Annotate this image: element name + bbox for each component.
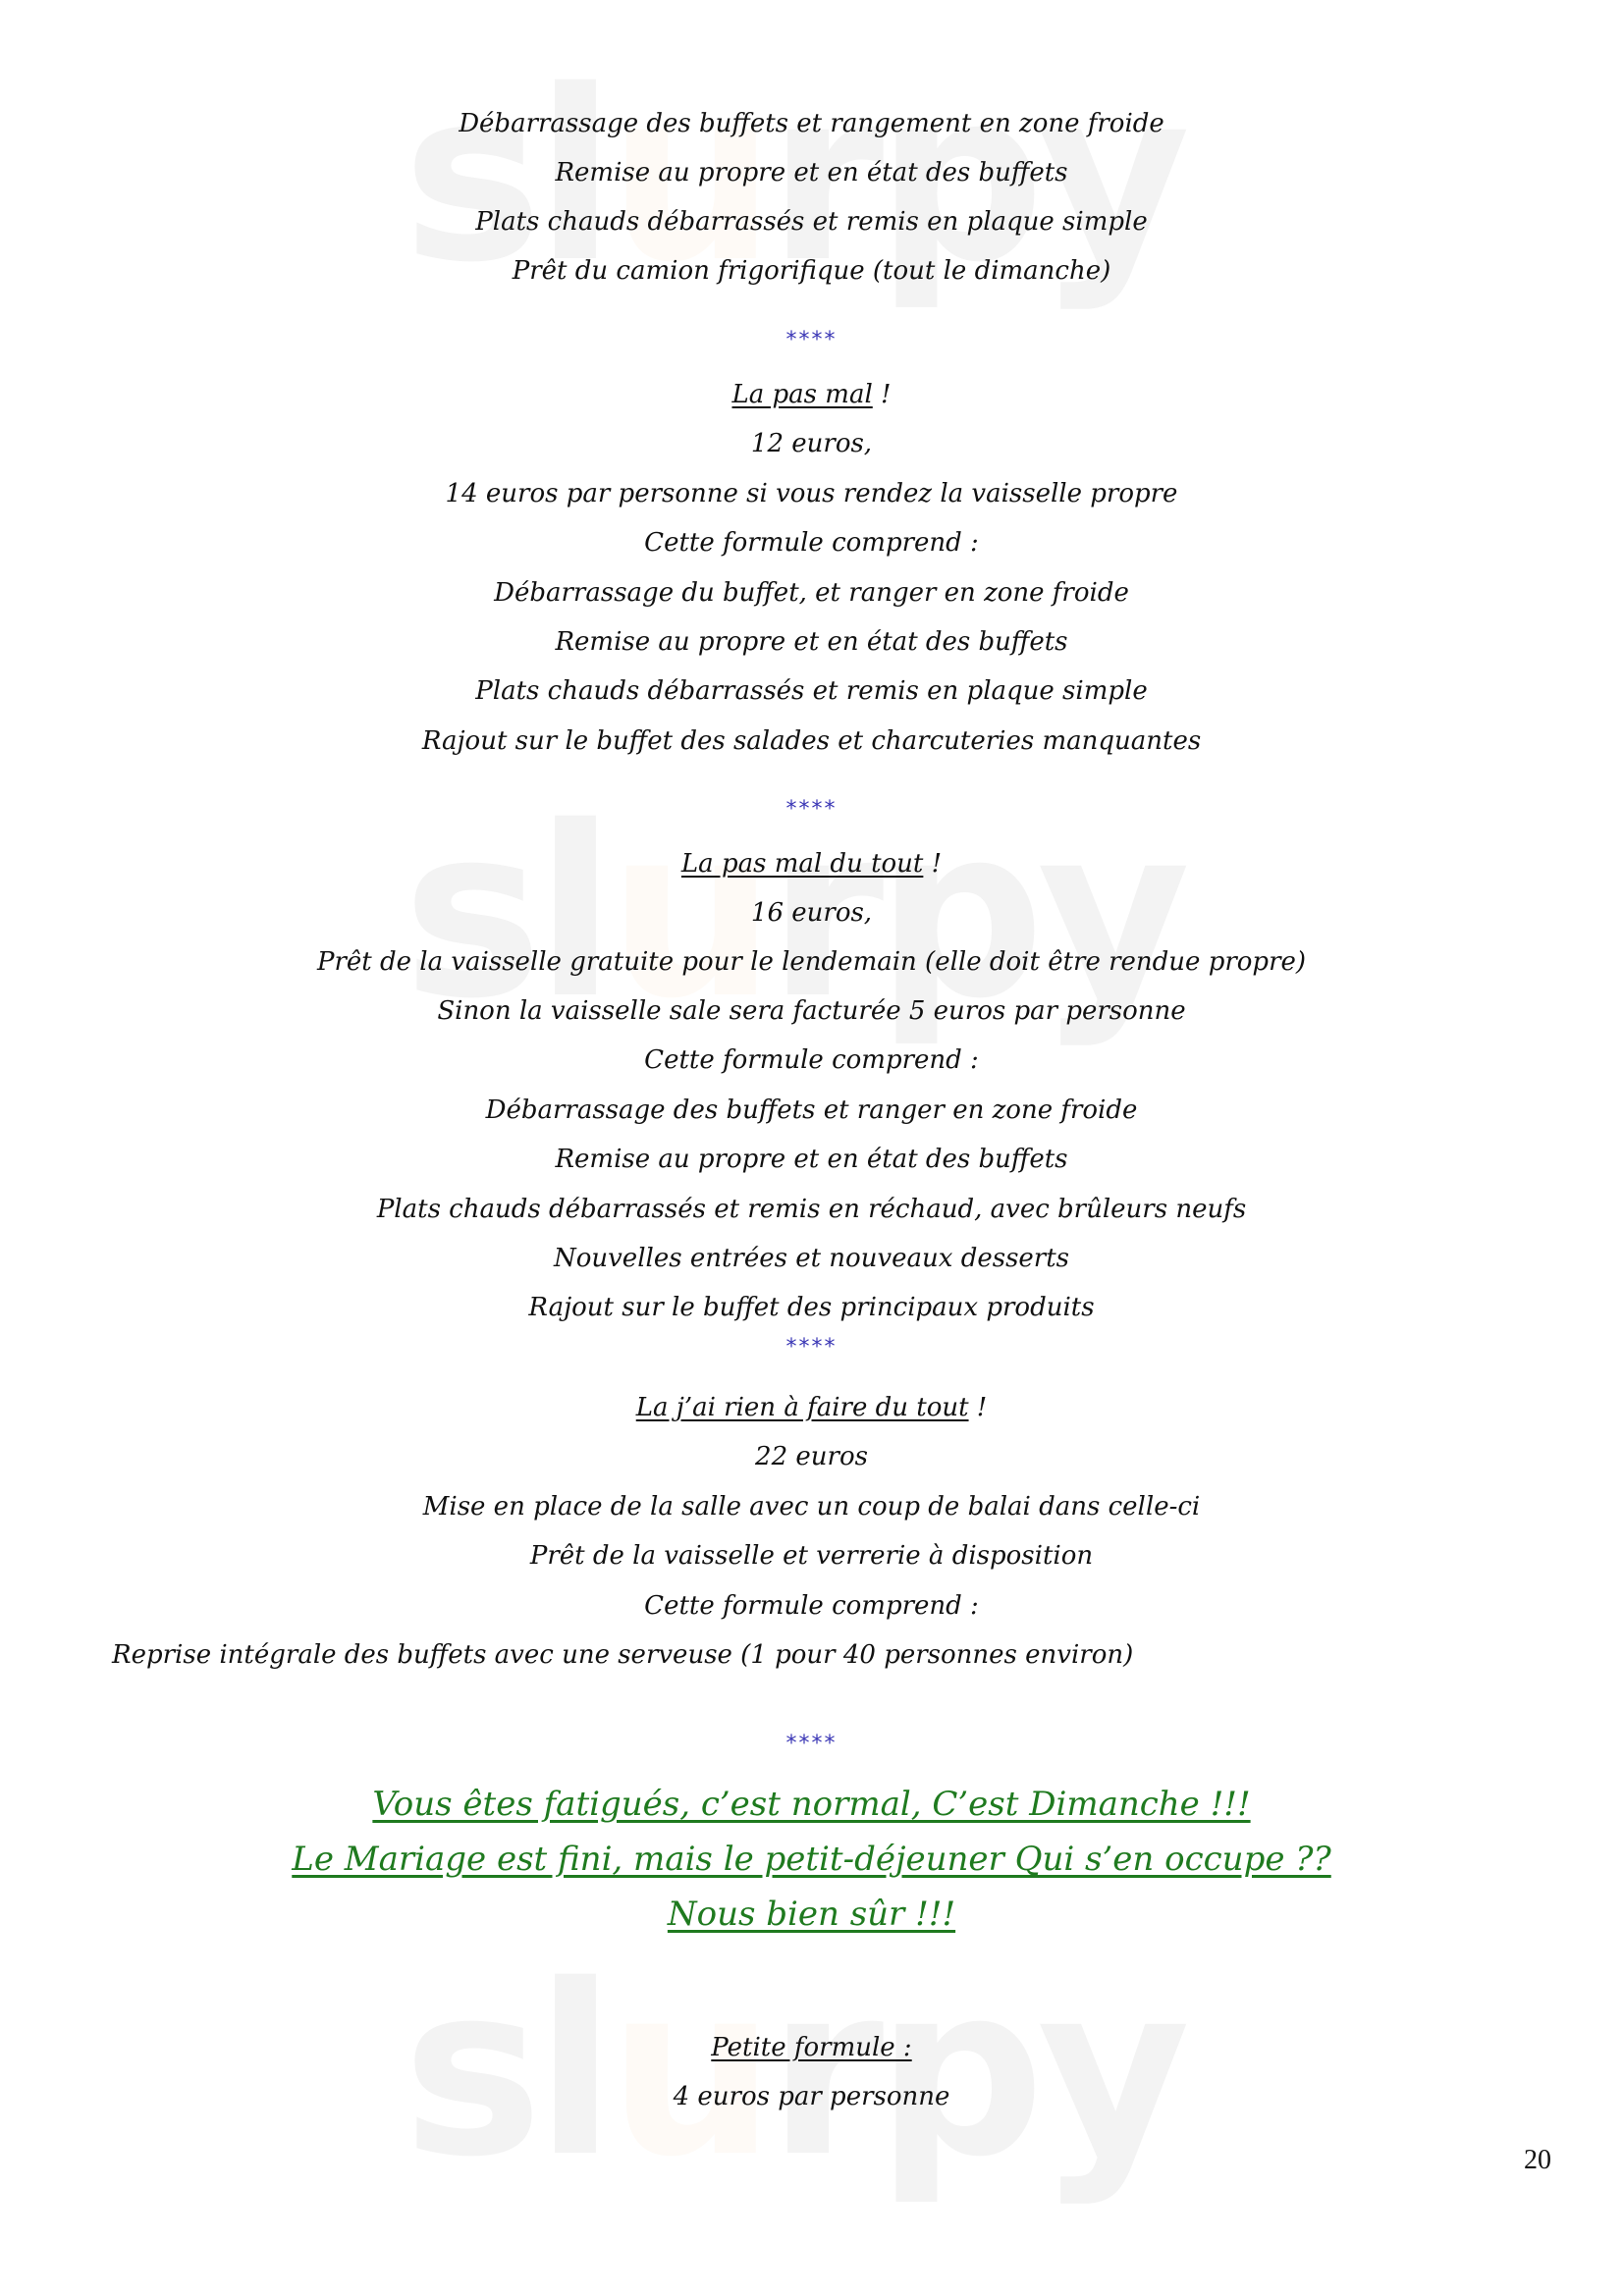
text-line: Prêt de la vaisselle gratuite pour le lendemain (elle doit être rendue propre) — [316, 947, 1307, 977]
text-line: Débarrassage des buffets et ranger en zone froide — [485, 1095, 1138, 1125]
text-line: 14 euros par personne si vous rendez la vaisselle propre — [445, 479, 1178, 508]
separator-stars: **** — [785, 328, 838, 352]
separator-stars: **** — [785, 1732, 838, 1756]
text-line: Reprise intégrale des buffets avec une serveuse (1 pour 40 personnes environ) — [112, 1640, 1134, 1670]
text-line: Remise au propre et en état des buffets — [555, 627, 1068, 657]
text-line: Prêt de la vaisselle et verrerie à disposition — [529, 1541, 1094, 1571]
text-line: Rajout sur le buffet des principaux produits — [528, 1293, 1095, 1322]
text-line: Plats chauds débarrassés et remis en plaque simple — [475, 207, 1148, 237]
formula-heading — [0, 2028, 1623, 2067]
formula-heading — [0, 1388, 1623, 1427]
text-line: Prêt du camion frigorifique (tout le dimanche) — [512, 256, 1111, 286]
price-line: 12 euros, — [750, 429, 873, 458]
text-line: Remise au propre et en état des buffets — [555, 1145, 1068, 1174]
separator-stars: **** — [785, 1335, 838, 1360]
text-line: Rajout sur le buffet des salades et charcuteries manquantes — [421, 726, 1202, 756]
formula-heading — [0, 375, 1623, 414]
formula-title: La j’ai rien à faire du tout — [635, 1393, 969, 1422]
price-line: 16 euros, — [750, 898, 873, 928]
text-line: Débarrassage des buffets et rangement en zone froide — [459, 109, 1164, 138]
promo-line: Le Mariage est fini, mais le petit-déjeuner Qui s’en occupe ?? — [292, 1840, 1331, 1879]
text-line: Sinon la vaisselle sale sera facturée 5 euros par personne — [437, 996, 1186, 1026]
text-line: Débarrassage du buffet, et ranger en zone froide — [494, 578, 1129, 608]
text-line: Cette formule comprend : — [644, 528, 979, 558]
promo-line: Vous êtes fatigués, c’est normal, C’est Dimanche !!! — [372, 1785, 1251, 1824]
formula-title: La pas mal — [731, 380, 873, 409]
formula-heading — [0, 844, 1623, 883]
separator-stars: **** — [785, 797, 838, 822]
text-line: Cette formule comprend : — [644, 1591, 979, 1621]
formula-title-suffix: ! — [968, 1393, 988, 1422]
text-line: Plats chauds débarrassés et remis en plaque simple — [475, 676, 1148, 706]
watermark-logo — [403, 1924, 1227, 2218]
formula-title-suffix: ! — [923, 849, 943, 879]
text-line: Remise au propre et en état des buffets — [555, 158, 1068, 187]
promo-line: Nous bien sûr !!! — [667, 1895, 956, 1934]
text-line: Plats chauds débarrassés et remis en réchaud, avec brûleurs neufs — [376, 1195, 1247, 1224]
price-line: 4 euros par personne — [673, 2082, 950, 2111]
formula-title: Petite formule : — [711, 2033, 912, 2062]
text-line: Cette formule comprend : — [644, 1045, 979, 1075]
text-line: Nouvelles entrées et nouveaux desserts — [553, 1244, 1070, 1273]
formula-title: La pas mal du tout — [680, 849, 924, 879]
page-number: 20 — [1524, 2145, 1551, 2175]
text-line: Mise en place de la salle avec un coup de balai dans celle-ci — [422, 1492, 1201, 1522]
formula-title-suffix: ! — [872, 380, 892, 409]
price-line: 22 euros — [755, 1442, 868, 1471]
